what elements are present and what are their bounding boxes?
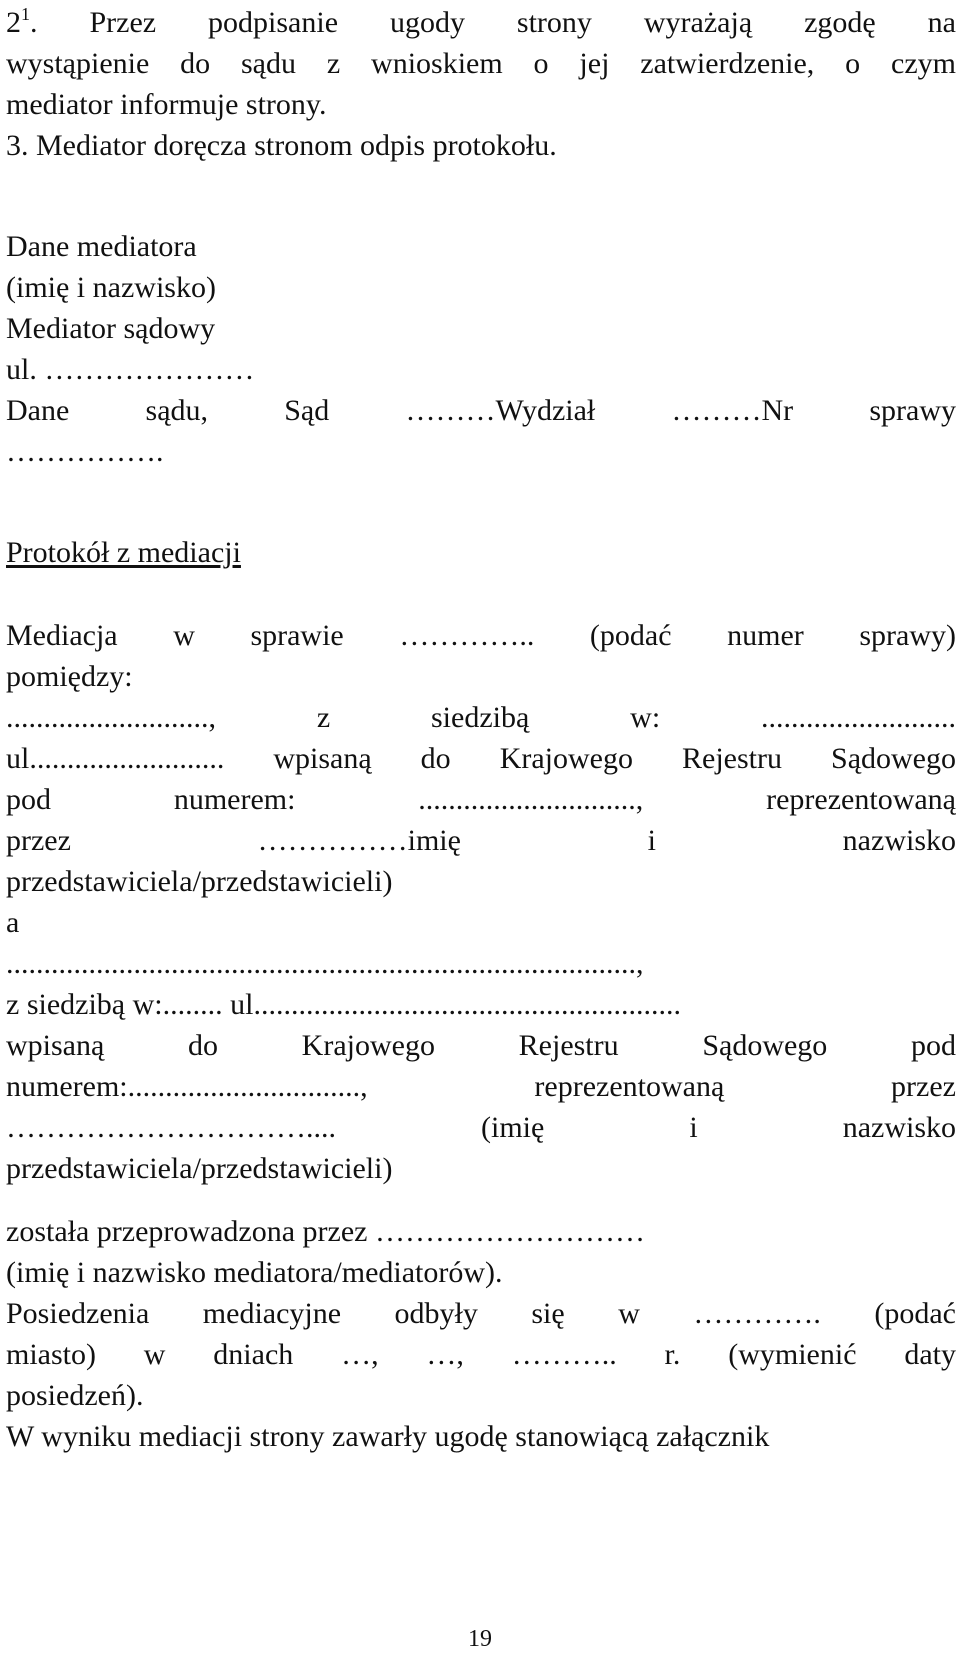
between-label: pomiędzy: — [6, 660, 133, 693]
party-1-representative-line: przez ……………imię i nazwisko — [6, 824, 956, 857]
conducted-by-line: została przeprowadzona przez ……………………… — [6, 1215, 645, 1248]
party-2-seat-line: z siedzibą w:........ ul......................................................... — [6, 988, 681, 1021]
party-1-number-line: pod numerem: ............................., reprezentowaną — [6, 783, 956, 816]
paragraph-spacer — [6, 472, 956, 532]
court-data-line: Dane sądu, Sąd ………Wydział ………Nr sprawy — [6, 394, 956, 427]
mediator-name-label: (imię i nazwisko) — [6, 271, 216, 304]
point-2-number: 2 — [6, 6, 21, 39]
point-2-text-1: . Przez podpisanie ugody strony wyrażają zgodę na — [30, 6, 956, 39]
paragraph-spacer — [6, 1189, 956, 1211]
point-3-text: 3. Mediator doręcza stronom odpis protokołu. — [6, 129, 557, 162]
party-2-name-line: ...................................................................................., — [6, 947, 644, 980]
paragraph-spacer — [6, 166, 956, 226]
party-2-representative-line: ………………………….... (imię i nazwisko — [6, 1111, 956, 1144]
document-page — [6, 2, 956, 1457]
mediator-data-label: Dane mediatora — [6, 230, 197, 263]
party-1-seat-line: ..........................., z siedzibą w: .......................... — [6, 701, 956, 734]
point-2-line-2: wystąpienie do sądu z wnioskiem o jej zatwierdzenie, o czym — [6, 47, 956, 80]
mediator-names-note: (imię i nazwisko mediatora/mediatorów). — [6, 1256, 503, 1289]
mediation-case-line: Mediacja w sprawie ………….. (podać numer sprawy) — [6, 619, 956, 652]
page-number: 19 — [468, 1626, 492, 1652]
sessions-place-line: Posiedzenia mediacyjne odbyły się w …………. (podać — [6, 1297, 956, 1330]
party-2-number-line: numerem:..............................., reprezentowaną przez — [6, 1070, 956, 1103]
mediator-street-line: ul. ………………… — [6, 353, 255, 386]
party-1-krs-line: ul.......................... wpisaną do Krajowego Rejestru Sądowego — [6, 742, 956, 775]
settlement-line: W wyniku mediacji strony zawarły ugodę stanowiącą załącznik — [6, 1420, 770, 1453]
point-2-line-3: mediator informuje strony. — [6, 88, 327, 121]
conjunction-a: a — [6, 906, 20, 939]
party-2-krs-line: wpisaną do Krajowego Rejestru Sądowego pod — [6, 1029, 956, 1062]
point-2-superscript: 1 — [21, 4, 30, 24]
sessions-dates-note: posiedzeń). — [6, 1379, 144, 1412]
sessions-dates-line: miasto) w dniach …, …, ……….. r. (wymienić daty — [6, 1338, 956, 1371]
party-1-representative-note: przedstawiciela/przedstawicieli) — [6, 865, 393, 898]
case-number-line: ……………. — [6, 435, 164, 468]
point-2-line-1 — [6, 2, 956, 43]
party-2-representative-note: przedstawiciela/przedstawicieli) — [6, 1152, 393, 1185]
paragraph-spacer — [6, 573, 956, 615]
document-title: Protokół z mediacji — [6, 536, 241, 569]
court-mediator-label: Mediator sądowy — [6, 312, 216, 345]
